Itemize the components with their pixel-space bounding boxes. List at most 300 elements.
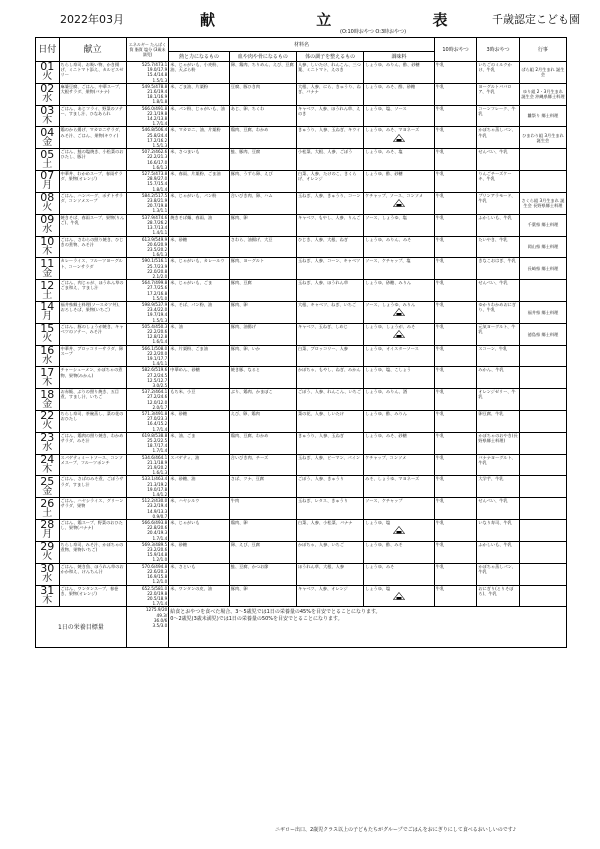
date-cell: 25 金 [36, 476, 60, 498]
body-cell: 小松菜、大根、人参、ごぼう [296, 149, 363, 171]
menu-row [36, 236, 567, 258]
snack3-cell: オレンジゼリー、牛乳 [477, 389, 520, 411]
heat-cell: 米、マカロニ、油、片栗粉 [169, 127, 229, 149]
heat-cell: 米、さつまいも [169, 149, 229, 171]
snack10-cell: 牛乳 [434, 520, 477, 542]
date-cell: 26 土 [36, 498, 60, 520]
menu-row [36, 149, 567, 171]
snack3-cell: ふかしいも、牛乳 [477, 214, 520, 236]
blood-cell: 鮭、豆腐、かつお節 [229, 563, 296, 585]
snack10-cell: 牛乳 [434, 541, 477, 563]
seasoning-cell: しょうゆ、塩、こしょう [364, 367, 435, 389]
nutrition-cell: 505.4/450.3 22.2/20.6 12.8/12.8 1.6/1.4 [126, 323, 169, 345]
snack10-cell: 牛乳 [434, 454, 477, 476]
snack10-cell: 牛乳 [434, 367, 477, 389]
snack10-cell: 牛乳 [434, 280, 477, 302]
date-cell: 29 火 [36, 541, 60, 563]
menu-cell: 麻婆豆腐、ごはん、中華スープ、大根サラダ、果物(バナナ) [59, 83, 126, 105]
snack-legend-note: (O:10時おやつ O:3時おやつ) [340, 29, 407, 35]
nutrition-cell: 537.9/474.6 28.7/26.2 13.7/13.4 1.4/1.1 [126, 214, 169, 236]
date-cell: 10 木 [36, 236, 60, 258]
heat-cell: 米、じゃがいも [169, 520, 229, 542]
date-cell: 11 金 [36, 258, 60, 280]
menu-cell: 福井県郷土料理(ソースカツ丼)、おろしそば、果物(いちご) [59, 301, 126, 323]
menu-row [36, 541, 567, 563]
page-title: 献 立 表 [200, 11, 496, 29]
heat-cell: 米、片栗粉、ごま油 [169, 345, 229, 367]
nutrition-cell: 533.1/463.4 21.3/19.2 19.0/17.8 1.4/1.2 [126, 476, 169, 498]
date-cell: 22 火 [36, 411, 60, 433]
nutrition-cell: 613.9/549.9 20.6/20.9 23.5/20.2 1.6/1.3 [126, 236, 169, 258]
seasoning-cell: ソース、しょうゆ、みりん [364, 301, 435, 323]
snack3-cell: 元気ヨーグルト、牛乳 [477, 323, 520, 345]
heat-cell: 米、砂糖 [169, 541, 229, 563]
date-cell: 24 木 [36, 454, 60, 476]
menu-cell: ごはん、ハンバーグ、ポテトサラダ、コンソメスープ [59, 192, 126, 214]
body-cell: きゅうり、人参、玉ねぎ、キウイ [296, 127, 363, 149]
menu-row [36, 454, 567, 476]
snack10-cell: 牛乳 [434, 323, 477, 345]
event-cell [519, 345, 566, 367]
nutrition-cell: 525.7/473.1 19.0/17.9 15.4/14.8 1.5/1.3 [126, 62, 169, 84]
seasoning-cell: しょうゆ、みそ、マヨネーズ [364, 127, 435, 149]
menu-cell: ごはん、肉じゃが、ほうれん草のごま和え、すまし汁 [59, 280, 126, 302]
snack3-cell: りんごチーズケーキ、牛乳 [477, 171, 520, 193]
menu-cell: スパゲティミートソース、コンソメスープ、フルーツポンチ [59, 454, 126, 476]
menu-row [36, 411, 567, 433]
event-cell [519, 563, 566, 585]
col-materials: 材料名 [169, 38, 434, 52]
menu-row [36, 280, 567, 302]
nutrition-cell: 564.7/499.8 27.7/25.6 17.2/16.8 1.5/1.0 [126, 280, 169, 302]
seasoning-cell: ケチャップ、ソース、コンソメ [364, 192, 435, 214]
menu-cell: ごはん、豚のしょうが焼き、キャベツのソテー、みそ汁 [59, 323, 126, 345]
menu-row [36, 83, 567, 105]
snack3-cell: かぼちゃのおやき(長野県郷土料理) [477, 432, 520, 454]
snack10-cell: 牛乳 [434, 389, 477, 411]
menu-row [36, 498, 567, 520]
body-cell: かぼちゃ、もやし、ねぎ、みかん [296, 367, 363, 389]
nutrition-cell: 507.2/462.6 22.2/21.3 16.6/17.0 1.6/1.3 [126, 149, 169, 171]
menu-cell: 鶏のから揚げ、マカロニサラダ、みそ汁、ごはん、果物(キウイ) [59, 127, 126, 149]
seasoning-cell: しょうゆ、みりん、酢、砂糖 [364, 62, 435, 84]
body-cell: 大根、キャベツ、ねぎ、いちご [296, 301, 363, 323]
date-cell: 04 金 [36, 127, 60, 149]
snack10-cell: 牛乳 [434, 585, 477, 607]
date-cell: 30 水 [36, 563, 60, 585]
menu-row [36, 389, 567, 411]
date-cell: 18 金 [36, 389, 60, 411]
event-cell [519, 454, 566, 476]
heat-cell: 米、油、ごま [169, 432, 229, 454]
nutrition-cell: 534.6/464.1 21.1/18.9 21.9/20.2 1.6/1.3 [126, 454, 169, 476]
seasoning-cell: しょうゆ、みそ、酢、砂糖 [364, 83, 435, 105]
snack10-cell: 牛乳 [434, 411, 477, 433]
col-nutrition: エネルギー たんぱく質 脂質 塩分 (3歳未満児) [126, 38, 169, 62]
seasoning-cell: ソース、ケチャップ [364, 498, 435, 520]
blood-cell: 豚肉、卵 [229, 585, 296, 607]
menu-cell: カレーライス、フルーツヨーグルト、コーンサラダ [59, 258, 126, 280]
snack10-cell: 牛乳 [434, 149, 477, 171]
blood-cell: さば、ツナ、豆腐 [229, 476, 296, 498]
menu-cell: チャーシューメン、かぼちゃの煮物、果物(みかん) [59, 367, 126, 389]
menu-cell: ごはん、ワンタンスープ、春巻き、果物(オレンジ) [59, 585, 126, 607]
event-cell [519, 171, 566, 193]
event-cell: 長崎県 郷土料理 [519, 258, 566, 280]
snack3-cell: いなり寿司、牛乳 [477, 520, 520, 542]
col-event: 行事 [519, 38, 566, 62]
nutrition-cell: 549.5/478.8 21.6/19.4 18.1/16.9 1.8/1.8 [126, 83, 169, 105]
heat-cell: スパゲティ、油 [169, 454, 229, 476]
bottom-note: ニギロー出口、2歳児クラス以上の子どもたちがグループでごはんをおにぎりにして食べるおいしいのです♪ [275, 827, 516, 833]
blood-cell: 合いびき肉、チーズ [229, 454, 296, 476]
snack3-cell: 卵豆腐、牛乳 [477, 411, 520, 433]
snack10-cell: 牛乳 [434, 192, 477, 214]
heat-cell: 米、じゃがいも、カレールウ [169, 258, 229, 280]
event-cell: ゆり組 2・3月生まれ 誕生会 沖縄県郷土料理 [519, 83, 566, 105]
blood-cell: 豚肉、卵 [229, 214, 296, 236]
snack3-cell: せんべい、牛乳 [477, 280, 520, 302]
body-cell: キャベツ、玉ねぎ、しめじ [296, 323, 363, 345]
event-cell [519, 149, 566, 171]
heat-cell: 米、じゃがいも、ごま [169, 280, 229, 302]
snack10-cell: 牛乳 [434, 236, 477, 258]
heat-cell: 焼きそば麺、春雨、油 [169, 214, 229, 236]
nutrition-cell: 566.1/508.0 22.2/20.0 19.1/17.7 1.4/1.1 [126, 345, 169, 367]
seasoning-cell: しょうゆ、みりん、酒 [364, 389, 435, 411]
heat-cell: もち米、小豆 [169, 389, 229, 411]
event-cell [519, 411, 566, 433]
date-cell: 07 月 [36, 171, 60, 193]
year-month: 2022年03月 [60, 13, 124, 26]
snack10-cell: 牛乳 [434, 432, 477, 454]
date-cell: 17 木 [36, 367, 60, 389]
seasoning-cell: しょうゆ、塩、ソース [364, 105, 435, 127]
menu-row [36, 301, 567, 323]
blood-cell: 豚肉、ヨーグルト [229, 258, 296, 280]
snack3-cell: 大学芋、牛乳 [477, 476, 520, 498]
body-cell: キャベツ、人参、ほうれん草、えのき [296, 105, 363, 127]
event-cell [519, 476, 566, 498]
event-cell [519, 498, 566, 520]
snack10-cell: 牛乳 [434, 301, 477, 323]
menu-cell: ちらし寿司、みそ汁、かぼちゃの煮物、果物(いちご) [59, 541, 126, 563]
daily-target-values: 1275.9/20 49.3/ 36.0/6 3.5/3.0 [126, 607, 169, 648]
body-cell: 白菜、人参、小松菜、バナナ [296, 520, 363, 542]
menu-row [36, 62, 567, 84]
seasoning-cell: しょうゆ、みそ、塩 [364, 149, 435, 171]
heat-cell: 米、砂糖 [169, 411, 229, 433]
snack10-cell: 牛乳 [434, 498, 477, 520]
snack10-cell: 牛乳 [434, 258, 477, 280]
heat-cell: 米、砂糖、油 [169, 476, 229, 498]
snack3-cell: みかん、牛乳 [477, 367, 520, 389]
nutrition-cell: 570.6/494.8 22.6/20.3 16.9/15.8 1.2/1.0 [126, 563, 169, 585]
col-menu: 献立 [59, 38, 126, 62]
nutrition-cell: 546.8/506.4 25.8/24.4 17.2/16.2 1.5/1.3 [126, 127, 169, 149]
snack10-cell: 牛乳 [434, 476, 477, 498]
event-cell [519, 520, 566, 542]
onigiri-icon [393, 330, 405, 338]
menu-cell: ちらし寿司、お吸い物、かき揚げ、ミニトマト添え、カルピスゼリー [59, 62, 126, 84]
nutrition-cell: 569.3/489.5 23.2/20.6 15.9/14.8 1.2/1.0 [126, 541, 169, 563]
seasoning-cell: ソース、しょうゆ、塩 [364, 214, 435, 236]
snack10-cell: 牛乳 [434, 214, 477, 236]
body-cell: 玉ねぎ、人参、ほうれん草 [296, 280, 363, 302]
blood-cell: 豚肉、卵 [229, 301, 296, 323]
school-name: 千歳認定こども園 [492, 13, 580, 26]
snack10-cell: 牛乳 [434, 62, 477, 84]
menu-cell: ちらし寿司、茶碗蒸し、菜の花のおひたし [59, 411, 126, 433]
snack3-cell: ヨーグルトババロア、牛乳 [477, 83, 520, 105]
body-cell: 玉ねぎ、人参、コーン、キャベツ [296, 258, 363, 280]
event-cell: 徳島県 郷土料理 [519, 323, 566, 345]
nutrition-cell: 512.2/430.0 23.2/19.4 14.9/13.3 0.9/0.7 [126, 498, 169, 520]
seasoning-cell: しょうゆ、みそ [364, 563, 435, 585]
date-cell: 02 水 [36, 83, 60, 105]
seasoning-cell: しょうゆ、しょうが、みそ [364, 323, 435, 345]
body-cell: 白菜、ブロッコリー、人参 [296, 345, 363, 367]
body-cell: 大根、人参、にら、きゅうり、ねぎ、バナナ [296, 83, 363, 105]
snack3-cell: ゆかりわかめおにぎり、牛乳 [477, 301, 520, 323]
date-cell: 14 月 [36, 301, 60, 323]
blood-cell: 鮭、豚肉、豆腐 [229, 149, 296, 171]
heat-cell: 米、ごま油、片栗粉 [169, 83, 229, 105]
seasoning-cell: しょうゆ、塩 [364, 520, 435, 542]
menu-row [36, 258, 567, 280]
seasoning-cell: しょうゆ、塩 [364, 585, 435, 607]
menu-cell: お赤飯、ぶりの照り焼き、五目煮、すまし汁、いちご [59, 389, 126, 411]
snack3-cell: きなこおはぎ、牛乳 [477, 258, 520, 280]
seasoning-cell: しょうゆ、酢、みそ [364, 541, 435, 563]
event-cell [519, 280, 566, 302]
menu-cell: 焼きそば、春雨スープ、果物(りんご)、牛乳 [59, 214, 126, 236]
menu-row [36, 192, 567, 214]
seasoning-cell: しょうゆ、砂糖、みりん [364, 280, 435, 302]
body-cell: ごぼう、人参、れんこん、いちご [296, 389, 363, 411]
snack10-cell: 牛乳 [434, 171, 477, 193]
heat-cell: 米、春雨、片栗粉、ごま油 [169, 171, 229, 193]
snack10-cell: 牛乳 [434, 105, 477, 127]
seasoning-cell: しょうゆ、みりん、みそ [364, 236, 435, 258]
heat-cell: 米、砂糖 [169, 236, 229, 258]
menu-cell: ごはん、鮭の塩焼き、小松菜のおひたし、豚汁 [59, 149, 126, 171]
menu-cell: ごはん、ハヤシライス、グリーンサラダ、果物 [59, 498, 126, 520]
body-cell: キャベツ、人参、オレンジ [296, 585, 363, 607]
blood-cell: 鶏肉、豆腐、わかめ [229, 127, 296, 149]
heat-cell: 米、そば、パン粉、油 [169, 301, 229, 323]
blood-cell: 豚肉、卵、いか [229, 345, 296, 367]
col-body: 体の調子を整えるもの [296, 52, 363, 62]
date-cell: 31 木 [36, 585, 60, 607]
menu-row [36, 476, 567, 498]
snack10-cell: 牛乳 [434, 345, 477, 367]
body-cell: 玉ねぎ、人参、きゅうり、コーン [296, 192, 363, 214]
event-cell [519, 432, 566, 454]
menu-cell: 中華丼、ブロッコリーサラダ、卵スープ [59, 345, 126, 367]
snack3-cell: プリンアラモード、牛乳 [477, 192, 520, 214]
nutrition-cell: 590.1/516.1 25.7/23.9 22.0/20.8 2.1/2.0 [126, 258, 169, 280]
snack3-cell: いちごのミルクかけ、牛乳 [477, 62, 520, 84]
event-cell: 福井県 郷土料理 [519, 301, 566, 323]
nutrition-cell: 598.9/537.9 23.4/22.0 19.7/19.4 1.5/1.3 [126, 301, 169, 323]
snack3-cell: たいやき、牛乳 [477, 236, 520, 258]
col-blood: 血や肉や骨になるもの [229, 52, 296, 62]
body-cell: ほうれん草、大根、人参 [296, 563, 363, 585]
snack3-cell: ふかしいも、牛乳 [477, 541, 520, 563]
menu-row [36, 214, 567, 236]
snack10-cell: 牛乳 [434, 83, 477, 105]
menu-row [36, 585, 567, 607]
body-cell: 玉ねぎ、レタス、きゅうり [296, 498, 363, 520]
event-cell [519, 585, 566, 607]
blood-cell: 焼き豚、なると [229, 367, 296, 389]
nutrition-cell: 652.5/581.0 22.0/19.8 20.5/18.9 1.7/1.4 [126, 585, 169, 607]
heat-cell: 米、ハヤシルウ [169, 498, 229, 520]
nutrition-cell: 582.6/519.6 27.2/24.5 12.5/12.7 3.0/2.5 [126, 367, 169, 389]
menu-cell: ごはん、あじフライ、野菜のソテー、すまし汁、ひなあられ [59, 105, 126, 127]
date-cell: 01 火 [36, 62, 60, 84]
heat-cell: 米、さといも [169, 563, 229, 585]
event-cell: ぱら組 2月生まれ 誕生会 [519, 62, 566, 84]
menu-cell: ごはん、さばのみそ煮、ごぼうサラダ、すまし汁 [59, 476, 126, 498]
onigiri-icon [393, 592, 405, 600]
blood-cell: 豚肉、油揚げ [229, 323, 296, 345]
snack10-cell: 牛乳 [434, 563, 477, 585]
date-cell: 15 火 [36, 323, 60, 345]
seasoning-cell: ケチャップ、コンソメ [364, 454, 435, 476]
date-cell: 03 木 [36, 105, 60, 127]
seasoning-cell: しょうゆ、酢、みりん [364, 411, 435, 433]
menu-row [36, 345, 567, 367]
seasoning-cell: ソース、ケチャップ、塩 [364, 258, 435, 280]
seasoning-cell: みそ、しょうゆ、マヨネーズ [364, 476, 435, 498]
nutrition-cell: 619.8/538.8 25.2/22.5 18.7/17.4 1.7/1.4 [126, 432, 169, 454]
date-cell: 08 火 [36, 192, 60, 214]
body-cell: 白菜、人参、たけのこ、きくらげ、オレンジ [296, 171, 363, 193]
menu-cell: 中華丼、わかめスープ、春雨サラダ、果物(オレンジ) [59, 171, 126, 193]
date-cell: 23 水 [36, 432, 60, 454]
snack3-cell: せんべい、牛乳 [477, 149, 520, 171]
seasoning-cell: しょうゆ、みそ、砂糖 [364, 432, 435, 454]
menu-row [36, 171, 567, 193]
date-cell: 09 水 [36, 214, 60, 236]
page-header [0, 0, 600, 32]
nutrition-cell: 527.5/473.8 28.9/27.0 15.7/15.4 1.8/1.4 [126, 171, 169, 193]
nutrition-cell: 584.2/517.5 23.8/21.9 20.7/19.8 1.3/1.1 [126, 192, 169, 214]
menu-row [36, 323, 567, 345]
menu-table [35, 37, 567, 648]
snack3-cell: おにぎり(とりそぼろ)、牛乳 [477, 585, 520, 607]
heat-cell: 米、パン粉、じゃがいも、油 [169, 105, 229, 127]
snack3-cell: コーンフレーク、牛乳 [477, 105, 520, 127]
blood-cell: 豚肉、うずら卵、えび [229, 171, 296, 193]
event-cell: 岡山県 郷土料理 [519, 236, 566, 258]
seasoning-cell: しょうゆ、酢、砂糖 [364, 171, 435, 193]
nutrition-cell: 571.3/491.8 27.0/23.3 16.4/15.2 1.7/1.4 [126, 411, 169, 433]
snack3-cell: せんべい、牛乳 [477, 498, 520, 520]
heat-cell: 米、じゃがいも、小麦粉、油、天ぷら粉 [169, 62, 229, 84]
body-cell: 人参、しいたけ、れんこん、三つ葉、ミニトマト、えのき [296, 62, 363, 84]
body-cell: 玉ねぎ、人参、ピーマン、パイン [296, 454, 363, 476]
event-cell: ひまわり組 3月生まれ 誕生会 [519, 127, 566, 149]
event-cell [519, 389, 566, 411]
onigiri-icon [393, 308, 405, 316]
menu-row [36, 105, 567, 127]
blood-cell: えび、卵、鶏肉 [229, 411, 296, 433]
menu-cell: ごはん、焼き魚、ほうれん草のおかか和え、けんちん汁 [59, 563, 126, 585]
heat-cell: 中華めん、砂糖 [169, 367, 229, 389]
heat-cell: 米、油 [169, 323, 229, 345]
menu-cell: ごはん、鶏肉の照り焼き、わかめサラダ、みそ汁 [59, 432, 126, 454]
snack3-cell: かぼちゃ蒸しパン、牛乳 [477, 127, 520, 149]
onigiri-icon [393, 526, 405, 534]
blood-cell: 鶏肉、豆腐、わかめ [229, 432, 296, 454]
body-cell: かぼちゃ、人参、いちご [296, 541, 363, 563]
body-cell: キャベツ、もやし、人参、りんご [296, 214, 363, 236]
nutrition-cell: 566.0/491.8 22.1/19.8 14.2/13.8 1.7/1.4 [126, 105, 169, 127]
heat-cell: 米、じゃがいも、パン粉 [169, 192, 229, 214]
date-cell: 28 月 [36, 520, 60, 542]
event-cell [519, 541, 566, 563]
snack3-cell: スコーン、牛乳 [477, 345, 520, 367]
col-snack10: 10時おやつ [434, 38, 477, 62]
blood-cell: 豆腐、豚ひき肉 [229, 83, 296, 105]
blood-cell: 牛肉 [229, 498, 296, 520]
date-cell: 05 土 [36, 149, 60, 171]
menu-row [36, 563, 567, 585]
heat-cell: 米、ワンタンの皮、油 [169, 585, 229, 607]
nutrition-cell: 537.2/464.1 27.2/24.6 12.0/12.0 2.0/1.7 [126, 389, 169, 411]
seasoning-cell: しょうゆ、オイスターソース [364, 345, 435, 367]
body-cell: ひじき、人参、大根、ねぎ [296, 236, 363, 258]
col-heat: 熱と力になるもの [169, 52, 229, 62]
body-cell: ごぼう、人参、きゅうり [296, 476, 363, 498]
snack3-cell: バナナヨーグルト、牛乳 [477, 454, 520, 476]
blood-cell: ぶり、鶏肉、かまぼこ [229, 389, 296, 411]
date-cell: 12 土 [36, 280, 60, 302]
nutrition-cell: 566.6/493.8 22.8/20.6 20.4/19.3 1.7/1.4 [126, 520, 169, 542]
event-cell [519, 367, 566, 389]
daily-target-label: 1日の栄養目標量 [36, 607, 127, 648]
blood-cell: 卵、鶏肉、ちりめん、えび、豆腐 [229, 62, 296, 84]
body-cell: きゅうり、人参、玉ねぎ [296, 432, 363, 454]
event-cell: さくら組 3月生まれ 誕生会 長野県郷土料理 [519, 192, 566, 214]
event-cell: 雛祭り 郷土料理 [519, 105, 566, 127]
footer-notes: 給食とおやつを食べた場合、3～5歳児では1日の栄養量の45%を目安でとることになります。 0～2歳児(3歳未満児)では1日の栄養量の50%を目安でとることになります。 [169, 607, 567, 648]
blood-cell: 豚肉、豆腐 [229, 280, 296, 302]
menu-cell: ごはん、さわらの照り焼き、ひじきの煮物、みそ汁 [59, 236, 126, 258]
snack10-cell: 牛乳 [434, 127, 477, 149]
col-date: 日付 [36, 38, 60, 62]
snack3-cell: かぼちゃ蒸しパン、牛乳 [477, 563, 520, 585]
blood-cell: あじ、卵、ちくわ [229, 105, 296, 127]
blood-cell: 合いびき肉、卵、ハム [229, 192, 296, 214]
onigiri-icon [393, 199, 405, 207]
menu-row [36, 520, 567, 542]
event-cell: 千葉県 郷土料理 [519, 214, 566, 236]
col-snack3: 3時おやつ [477, 38, 520, 62]
blood-cell: 卵、えび、豆腐 [229, 541, 296, 563]
menu-row [36, 127, 567, 149]
date-cell: 16 水 [36, 345, 60, 367]
body-cell: 菜の花、人参、しいたけ [296, 411, 363, 433]
blood-cell: 鶏肉、卵 [229, 520, 296, 542]
blood-cell: さわら、油揚げ、大豆 [229, 236, 296, 258]
menu-row [36, 367, 567, 389]
col-seasoning: 調味料 [364, 52, 435, 62]
onigiri-icon [393, 134, 405, 142]
